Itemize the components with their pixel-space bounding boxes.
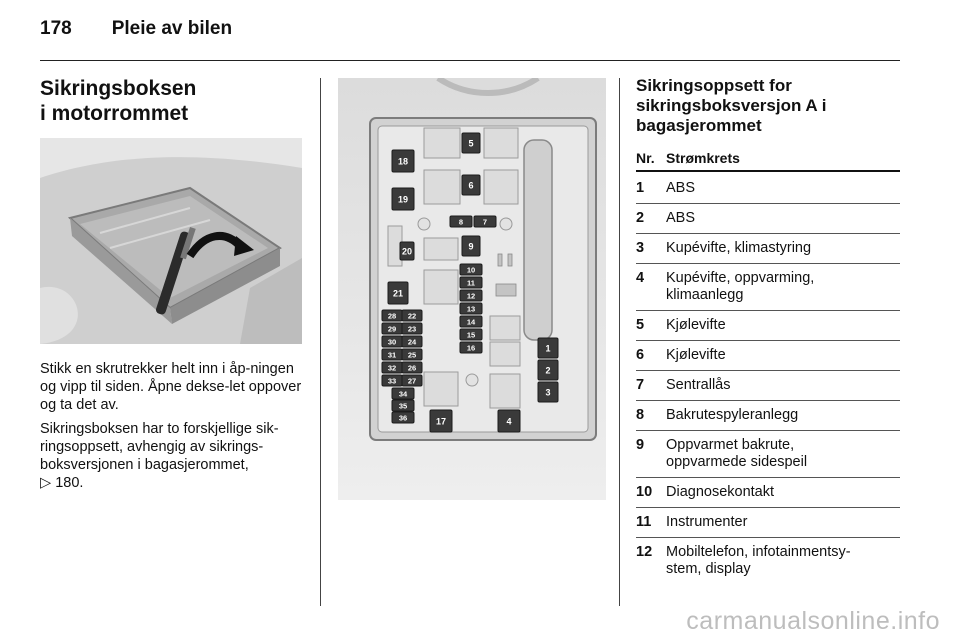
fuse-number: 12 [636,544,653,560]
fuse-label: 2 [545,365,551,376]
fuse-label: 23 [407,324,417,334]
fuse-26 [402,362,422,373]
fuse-30 [382,336,402,347]
fusebox-photo-illustration [40,138,302,344]
fuse-label: 24 [407,337,417,347]
fuse-table-row [636,508,900,538]
section-title [40,76,308,126]
fuse-circuit [666,437,900,471]
fuse-table-row [636,264,900,311]
fuse-33 [382,375,402,386]
fuse-5 [462,133,480,153]
fuse-7 [474,216,496,227]
fuse-4 [498,410,520,432]
fuse-circuit [666,544,900,578]
fuse-32 [382,362,402,373]
fuse-table-heading [636,76,902,136]
fuse-number: 6 [636,347,645,363]
fuse-number: 4 [636,270,645,286]
page-header [40,18,232,48]
fuse-label: 36 [398,413,408,423]
fuse-circuit-line1: Bakrutespyleranlegg [666,407,799,423]
fuse-31 [382,349,402,360]
fuse-9 [462,236,480,256]
fuse-label: 31 [387,350,397,360]
fuse-19 [392,188,414,210]
section-title-line2: i motorrommet [40,102,189,125]
fusebox-diagram [338,78,606,500]
fuse-label: 25 [407,350,417,360]
fuse-17 [430,410,452,432]
watermark-text: carmanualsonline.info [686,607,940,635]
fuse-1 [538,338,558,358]
page-number: 178 [40,18,72,39]
fuse-label: 7 [482,217,488,227]
fuse-16 [460,342,482,353]
instruction-paragraph-2-text: Sikringsboksen har to forskjellige sik-ringsoppsett, avhengig av sikrings-boksversjonen i bagasjerommet, [40,421,279,473]
fuse-number: 1 [636,180,645,196]
fuse-label: 26 [407,363,417,373]
fuse-circuit [666,180,900,197]
fuse-label: 33 [387,376,397,386]
fuse-label: 29 [387,324,397,334]
fuse-20 [400,242,414,260]
fuse-number: 5 [636,317,645,333]
chapter-title: Pleie av bilen [111,18,233,39]
fuse-10 [460,264,482,275]
section-heading [40,76,308,126]
fuse-table-title [636,76,902,136]
column-divider-1 [320,78,321,606]
fuse-label: 6 [468,180,474,191]
fuse-table-row [636,538,900,584]
instruction-paragraph-2 [40,420,308,492]
fuse-3 [538,382,558,402]
fuse-label: 21 [392,288,404,299]
fuse-circuit-line1: Oppvarmet bakrute, [666,437,795,453]
fuse-circuit [666,210,900,227]
fuse-13 [460,303,482,314]
fuse-table-row [636,478,900,508]
col-nr-header: Nr. [636,150,655,166]
col-circuit-header: Strømkrets [666,150,740,166]
fuse-number: 10 [636,484,653,500]
fuse-15 [460,329,482,340]
fuse-11 [460,277,482,288]
fuse-circuit-line2: klimaanlegg [666,287,744,303]
fuse-circuit-line1: Kjølevifte [666,347,726,363]
fuse-14 [460,316,482,327]
fuse-label: 19 [397,194,409,205]
fuse-circuit-line1: Kupévifte, oppvarming, [666,270,815,286]
fuse-label: 32 [387,363,397,373]
fuse-circuit [666,240,900,257]
fuse-circuit [666,484,900,501]
engine-fusebox-photo [40,138,302,344]
fuse-8 [450,216,472,227]
fuse-circuit [666,514,900,531]
fuse-table-row [636,204,900,234]
fuse-circuit-line1: Mobiltelefon, infotainmentsy- [666,544,851,560]
fuse-circuit [666,377,900,394]
fusebox-diagram-svg [338,78,606,500]
fuse-35 [392,400,414,411]
section-title-line1: Sikringsboksen [40,77,197,100]
fuse-table-rows [636,174,900,584]
fuse-23 [402,323,422,334]
fuse-table-row [636,234,900,264]
fuse-label: 22 [407,311,417,321]
fuse-label: 28 [387,311,397,321]
instruction-paragraph-1: Stikk en skrutrekker helt inn i åp-ningen og vipp til siden. Åpne dekse-let oppover og ta det av. [40,361,302,413]
column-divider-2 [619,78,620,606]
header-divider [40,60,900,61]
fuse-label: 35 [398,401,408,411]
fuse-table-row [636,431,900,478]
fuse-circuit-line1: Diagnosekontakt [666,484,775,500]
fuse-18 [392,150,414,172]
fuse-circuit-line1: ABS [666,210,696,226]
fuse-label: 20 [401,246,413,257]
fuse-28 [382,310,402,321]
fuse-number: 7 [636,377,645,393]
fuse-label: 11 [467,278,475,288]
fuse-label: 12 [466,291,476,301]
fuse-table-header [636,150,900,172]
fuse-label: 1 [545,343,551,354]
fuse-21 [388,282,408,304]
fuse-table-row [636,371,900,401]
fuse-label: 9 [468,241,474,252]
fuse-circuit-line2: stem, display [666,561,751,577]
fuse-label: 13 [466,304,476,314]
fuse-label: 17 [435,416,447,427]
fuse-label: 3 [545,387,551,398]
fuse-table-row [636,311,900,341]
fuse-circuit [666,317,900,334]
fuse-circuit-line1: Sentrallås [666,377,731,393]
fuse-label: 16 [466,343,476,353]
fuse-24 [402,336,422,347]
triangle-right-icon: ▷ [40,475,52,491]
fuse-label: 14 [466,317,476,327]
fuse-label: 27 [407,376,417,386]
fuse-table-title-line2: sikringsboksversjon A i [636,96,827,115]
fuse-label: 8 [458,217,464,227]
fuse-36 [392,412,414,423]
fuse-label: 5 [468,138,474,149]
fuse-34 [392,388,414,399]
crossref-page[interactable]: 180. [55,475,84,491]
fuse-circuit-line2: oppvarmede sidespeil [666,454,808,470]
fuse-circuit-line1: ABS [666,180,696,196]
fuse-circuit [666,270,900,304]
fuse-label: 30 [387,337,397,347]
fuse-label: 18 [397,156,409,167]
fuse-number: 11 [636,514,652,530]
fuse-number: 3 [636,240,645,256]
fuse-circuit [666,407,900,424]
fuse-2 [538,360,558,380]
fuse-circuit-line1: Kjølevifte [666,317,726,333]
fuse-circuit [666,347,900,364]
fuse-6 [462,175,480,195]
fuse-table-row [636,174,900,204]
fuse-number: 2 [636,210,645,226]
fuse-25 [402,349,422,360]
fuse-label: 10 [466,265,476,275]
fuse-29 [382,323,402,334]
fuse-12 [460,290,482,301]
fuse-22 [402,310,422,321]
fuse-table-title-line1: Sikringsoppsett for [636,76,792,95]
fuse-table-row [636,401,900,431]
fuse-label: 34 [398,389,408,399]
instructions-text [40,360,308,498]
fuse-table-row [636,341,900,371]
fuse-table-title-line3: bagasjerommet [636,116,762,135]
fuse-label: 4 [506,416,512,427]
fuse-label: 15 [466,330,476,340]
fuse-27 [402,375,422,386]
fuse-circuit-line1: Instrumenter [666,514,748,530]
fuse-number: 9 [636,437,645,453]
fuse-circuit-line1: Kupévifte, klimastyring [666,240,812,256]
fuse-number: 8 [636,407,645,423]
